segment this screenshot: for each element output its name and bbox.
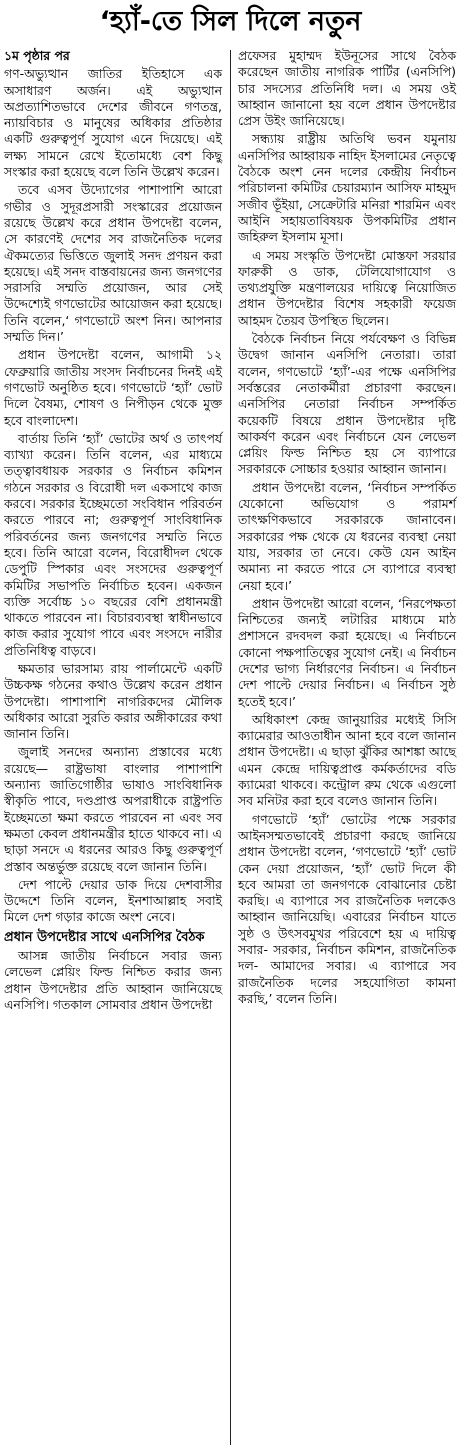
paragraph: ক্ষমতার ভারসাম্য রায় পার্লামেন্টে একটি উচ্চকক্ষ গঠনের কথাও উল্লেখ করেন প্রধান উপদেষ্টা। পাশাপাশি নাগরিকদের মৌলিক অধিকার আরো সুরতি করার অঙ্গীকারের কথা জানান তিনি।	[4, 660, 222, 742]
headline: ‘হ্যাঁ-তে সিল দিলে নতুন	[99, 6, 362, 37]
left-column	[4, 48, 222, 1015]
paragraph: প্রফেসর মুহাম্মদ ইউনূসের সাথে বৈঠক করেছেন জাতীয় নাগরিক পার্টির (এনসিপি) চার সদস্যের প্রতিনিধি দল। এ সময় ওই আহ্বান জানানো হয় বলে প্রধান উপদেষ্টার প্রেস উইং জানিয়েছে।	[238, 48, 456, 129]
byline: ১ম পৃষ্ঠার পর	[4, 48, 70, 63]
paragraph: গণ-অভ্যুত্থান জাতির ইতিহাসে এক অসাধারণ অর্জন। এই অভ্যুত্থান অপ্রত্যাশিতভাবে দেশের জীবনে গণতন্ত্র, ন্যায়বিচার ও মানুষের অধিকার প্রতিষ্ঠার একটি গুরুত্বপূর্ণ সুযোগ এনে দিয়েছে। এই লক্ষ্য সামনে রেখে ইতোমধ্যে বেশ কিছু সংস্কার করা হয়েছে বলে তিনি উল্লেখ করেন।	[4, 66, 222, 180]
paragraph: বার্তায় তিনি ‘হ্যাঁ’ ভোটের অর্থ ও তাৎপর্য ব্যাখ্যা করেন। তিনি বলেন, এর মাধ্যমে তত্ত্বাবধায়ক সরকার ও নির্বাচন কমিশন গঠনে সরকার ও বিরোধী দল একসাথে কাজ করবে। সরকার ইচ্ছেমতো সংবিধান পরিবর্তন করতে পারবে না; গুরুত্বপূর্ণ সাংবিধানিক পরিবর্তনের জন্য জনগণের সম্মতি নিতে হবে। তিনি আরো বলেন, বিরোধীদল থেকে ডেপুটি স্পিকার এবং সংসদের গুরুত্বপূর্ণ কমিটির সভাপতি নির্বাচিত হবেন। একজন ব্যক্তি সর্বোচ্চ ১০ বছরের বেশি প্রধানমন্ত্রী থাকতে পারবেন না। বিচারব্যবস্থা স্বাধীনভাবে কাজ করার সুযোগ পাবে এবং সংসদে নারীর প্রতিনিধিত্ব বাড়বে।	[4, 430, 222, 658]
column-divider	[230, 50, 231, 1445]
paragraph: প্রধান উপদেষ্টা বলেন, আগামী ১২ ফেব্রুয়ারি জাতীয় সংসদ নির্বাচনের দিনই এই গণভোট অনুষ্ঠিত হবে। গণভোটে ‘হ্যাঁ’ ভোট দিলে বৈষম্য, শোষণ ও নিপীড়ন থেকে মুক্ত হবে বাংলাদেশ।	[4, 347, 222, 428]
subheading: প্রধান উপদেষ্টার সাথে এনসিপির বৈঠক	[4, 929, 205, 945]
paragraph: বৈঠকে নির্বাচন নিয়ে পর্যবেক্ষণ ও বিভিন্ন উদ্বেগ জানান এনসিপি নেতারা। তারা বলেন, গণভোটে ‘হ্যাঁ’-এর পক্ষে এনসিপির সর্বস্তরের নেতাকর্মীরা প্রচারণা করছেন। এনসিপির নেতারা নির্বাচন সম্পর্কিত কয়েকটি বিষয়ে প্রধান উপদেষ্টার দৃষ্টি আকর্ষণ করেন এবং নির্বাচনে যেন লেভেল প্লেয়িং ফিল্ড নিশ্চিত হয় সে ব্যাপারে সরকারকে সোচ্চার হওয়ার আহ্বান জানান।	[238, 331, 456, 477]
right-column	[238, 48, 456, 1009]
paragraph: এ সময় সংস্কৃতি উপদেষ্টা মোস্তফা সরয়ার ফারুকী ও ডাক, টেলিযোগাযোগ ও তথ্যপ্রযুক্তি মন্ত্রণালয়ের দায়িত্বে নিয়োজিত প্রধান উপদেষ্টার বিশেষ সহকারী ফয়েজ আহমদ তৈয়ব উপস্থিত ছিলেন।	[238, 247, 456, 328]
paragraph: সন্ধ্যায় রাষ্ট্রীয় অতিথি ভবন যমুনায় এনসিপির আহ্বায়ক নাহিদ ইসলামের নেতৃত্বে বৈঠকে অংশ নেন দলের কেন্দ্রীয় নির্বাচন পরিচালনা কমিটির চেয়ারম্যান আসিফ মাহমুদ সজীব ভূঁইয়া, সেক্রেটারি মনিরা শারমিন এবং আইনি সহায়তাবিষয়ক উপকমিটির প্রধান জহিরুল ইসলাম মূসা।	[238, 131, 456, 245]
paragraph: আসন্ন জাতীয় নির্বাচনে সবার জন্য লেভেল প্লেয়িং ফিল্ড নিশ্চিত করার জন্য প্রধান উপদেষ্টার প্রতি আহ্বান জানিয়েছে এনসিপি। গতকাল সোমবার প্রধান উপদেষ্টা	[4, 948, 222, 1012]
paragraph: জুলাই সনদের অন্যান্য প্রস্তাবের মধ্যে রয়েছে— রাষ্ট্রভাষা বাংলার পাশাপাশি অন্যান্য জাতিগোষ্ঠীর ভাষাও সাংবিধানিক স্বীকৃতি পাবে, দণ্ডপ্রাপ্ত অপরাধীকে রাষ্ট্রপতি ইচ্ছেমতো ক্ষমা করতে পারবেন না এবং সব ক্ষমতা কেবল প্রধানমন্ত্রীর হাতে থাকবে না। এ ছাড়া সনদে এ ধরনের আরও কিছু গুরুত্বপূর্ণ প্রস্তাব অন্তর্ভুক্ত রয়েছে বলে জানান তিনি।	[4, 744, 222, 874]
paragraph: প্রধান উপদেষ্টা বলেন, ‘নির্বাচন সম্পর্কিত যেকোনো অভিযোগ ও পরামর্শ তাৎক্ষণিকভাবে সরকারকে জানাবেন। সরকারের পক্ষ থেকে যে ধরনের ব্যবস্থা নেয়া যায়, সরকার তা নেবে। কেউ যেন আইন অমান্য না করতে পারে সে ব্যাপারে ব্যবস্থা নেয়া হবে।’	[238, 479, 456, 593]
paragraph: প্রধান উপদেষ্টা আরো বলেন, ‘নিরপেক্ষতা নিশ্চিতের জন্যই লটারির মাধ্যমে মাঠ প্রশাসনে রদবদল করা হয়েছে। এ নির্বাচনে কোনো পক্ষপাতিত্বের সুযোগ নেই। এ নির্বাচন দেশের ভাগ্য নির্ধারণের নির্বাচন। এ নির্বাচন দেশ পাল্টে দেয়ার নির্বাচন। এ নির্বাচন সুষ্ঠ হতেই হবে।’	[238, 595, 456, 709]
paragraph: গণভোটে ‘হ্যাঁ’ ভোটের পক্ষে সরকার আইনসম্মতভাবেই প্রচারণা করছে জানিয়ে প্রধান উপদেষ্টা বলেন, ‘গণভোটে ‘হ্যাঁ’ ভোট কেন দেয়া প্রয়োজন, ‘হ্যাঁ’ ভোট দিলে কী হবে আমরা তা জনগণকে বোঝানোর চেষ্টা করছি। এ ব্যাপারে সব রাজনৈতিক দলকেও আহ্বান জানিয়েছি। এবারের নির্বাচন যাতে সুষ্ঠ ও উৎসবমুখর পরিবেশে হয় এ দায়িত্ব সবার- সরকার, নির্বাচন কমিশন, রাজনৈতিক দল- আমাদের সবার। এ ব্যাপারে সব রাজনৈতিক দলের সহযোগিতা কামনা করছি,’ বলেন তিনি।	[238, 811, 456, 1006]
paragraph: দেশ পাল্টে দেয়ার ডাক দিয়ে দেশবাসীর উদ্দেশে তিনি বলেন, ইনশাআল্লাহ সবাই মিলে দেশ গড়ার কাজে অংশ নেবে।	[4, 876, 222, 925]
paragraph: অধিকাংশ কেন্দ্র জানুয়ারির মধ্যেই সিসি ক্যামেরার আওতাধীন আনা হবে বলে জানান প্রধান উপদেষ্টা। এ ছাড়া ঝুঁকির আশঙ্কা আছে এমন কেন্দ্রে দায়িত্বপ্রাপ্ত কর্মকর্তাদের বডি ক্যামেরা থাকবে। কন্ট্রোল রুম থেকে এগুলো সব মনিটর করা হবে বলেও জানান তিনি।	[238, 711, 456, 809]
paragraph: তবে এসব উদ্যোগের পাশাপাশি আরো গভীর ও সুদূরপ্রসারী সংস্কারের প্রয়োজন রয়েছে উল্লেখ করে প্রধান উপদেষ্টা বলেন, সে কারণেই দেশের সব রাজনৈতিক দলের ঐকমত্যের ভিত্তিতে জুলাই সনদ প্রণয়ন করা হয়েছে। এই সনদ বাস্তবায়নের জন্য জনগণের সরাসরি সম্মতি প্রয়োজন, আর সেই উদ্দেশ্যেই গণভোটের আয়োজন করা হয়েছে। তিনি বলেন,‘ গণভোটে অংশ নিন। আপনার সম্মতি দিন।’	[4, 182, 222, 345]
